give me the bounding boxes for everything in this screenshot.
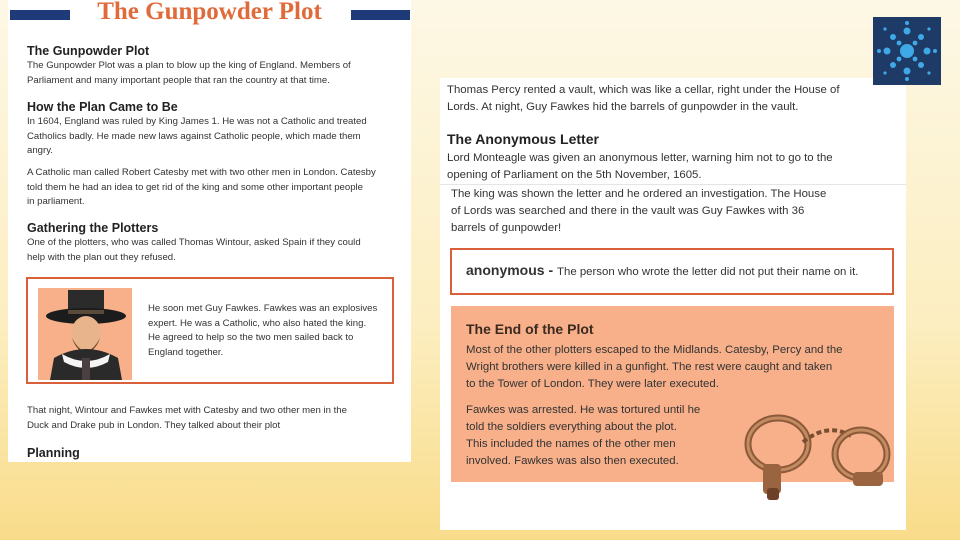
text-line: Parliament and many important people that ran the country at that time. bbox=[27, 74, 330, 86]
text-line: Wright brothers were killed in a gunfight. The rest were caught and taken bbox=[466, 361, 833, 373]
text-line: Most of the other plotters escaped to the Midlands. Catesby, Percy and the bbox=[466, 344, 843, 356]
text-line: He soon met Guy Fawkes. Fawkes was an explosives bbox=[148, 303, 378, 314]
text-line: This included the names of the other men bbox=[466, 438, 676, 450]
para-fawkes-arrested bbox=[466, 402, 746, 470]
text-line: to the Tower of London. They were later executed. bbox=[466, 378, 719, 390]
para-catesby bbox=[27, 166, 399, 210]
text-line: Duck and Drake pub in London. They talked about their plot bbox=[27, 419, 281, 431]
para-gathering bbox=[27, 236, 399, 265]
heading-planning: Planning bbox=[27, 446, 80, 460]
text-line: In 1604, England was ruled by King James 1. He was not a Catholic and treated bbox=[27, 116, 367, 127]
text-line: help with the plan out they refused. bbox=[27, 251, 176, 263]
text-line: A Catholic man called Robert Catesby met with two other men in London. Catesby bbox=[27, 167, 376, 178]
definition-box bbox=[450, 248, 894, 295]
text-line: involved. Fawkes was also then executed. bbox=[466, 455, 679, 467]
heading-end-of-plot: The End of the Plot bbox=[466, 321, 594, 337]
para-how-plan bbox=[27, 115, 399, 159]
text-line: told the soldiers everything about the plot. bbox=[466, 421, 677, 433]
right-document-page bbox=[440, 78, 906, 530]
end-of-plot-box bbox=[451, 306, 894, 482]
definition-meaning: The person who wrote the letter did not put their name on it. bbox=[557, 266, 859, 278]
story-box bbox=[26, 277, 394, 384]
text-line: Lords. At night, Guy Fawkes hid the barrels of gunpowder in the vault. bbox=[447, 101, 799, 113]
text-line: Catholics badly. He made new laws against Catholic people, which made them bbox=[27, 130, 361, 142]
definition-separator: - bbox=[544, 262, 558, 278]
text-line: That night, Wintour and Fawkes met with Catesby and two other men in the bbox=[27, 405, 347, 416]
heading-anonymous-letter: The Anonymous Letter bbox=[447, 131, 599, 147]
para-investigation bbox=[451, 186, 895, 237]
para-letter bbox=[447, 150, 899, 184]
para-duck-drake bbox=[27, 404, 399, 433]
text-line: barrels of gunpowder! bbox=[451, 222, 562, 234]
handcuffs-icon bbox=[733, 402, 893, 506]
text-line: Lord Monteagle was given an anonymous letter, warning him not to go to the bbox=[447, 152, 833, 164]
text-line: The Gunpowder Plot was a plan to blow up the king of England. Members of bbox=[27, 60, 351, 71]
page-divider bbox=[440, 184, 906, 185]
heading-gathering: Gathering the Plotters bbox=[27, 221, 159, 235]
text-line: in parliament. bbox=[27, 196, 85, 207]
definition-text bbox=[466, 262, 886, 281]
definition-term: anonymous bbox=[466, 262, 545, 278]
text-line: angry. bbox=[27, 145, 53, 156]
text-line: One of the plotters, who was called Thomas Wintour, asked Spain if they could bbox=[27, 237, 361, 248]
text-line: opening of Parliament on the 5th November, 1605. bbox=[447, 169, 702, 181]
guy-fawkes-portrait bbox=[38, 288, 132, 380]
text-line: Fawkes was arrested. He was tortured until he bbox=[466, 404, 701, 416]
text-line: told them he had an idea to get rid of the king and some other important people bbox=[27, 181, 364, 193]
story-text bbox=[148, 302, 386, 360]
para-intro bbox=[27, 59, 399, 88]
heading-gunpowder-plot: The Gunpowder Plot bbox=[27, 44, 150, 58]
page-title: The Gunpowder Plot bbox=[97, 0, 322, 25]
para-percy-vault bbox=[447, 82, 899, 116]
para-end-of-plot bbox=[466, 342, 882, 393]
text-line: The king was shown the letter and he ordered an investigation. The House bbox=[451, 188, 827, 200]
text-line: He agreed to help so the two men sailed back to bbox=[148, 332, 354, 343]
left-document-page bbox=[8, 0, 411, 462]
sparkle-logo-icon bbox=[873, 17, 941, 85]
text-line: England together. bbox=[148, 346, 224, 358]
text-line: of Lords was searched and there in the vault was Guy Fawkes with 36 bbox=[451, 205, 805, 217]
text-line: Thomas Percy rented a vault, which was like a cellar, right under the House of bbox=[447, 84, 840, 96]
heading-how-plan: How the Plan Came to Be bbox=[27, 100, 178, 114]
text-line: expert. He was a Catholic, who also hated the king. bbox=[148, 317, 367, 329]
